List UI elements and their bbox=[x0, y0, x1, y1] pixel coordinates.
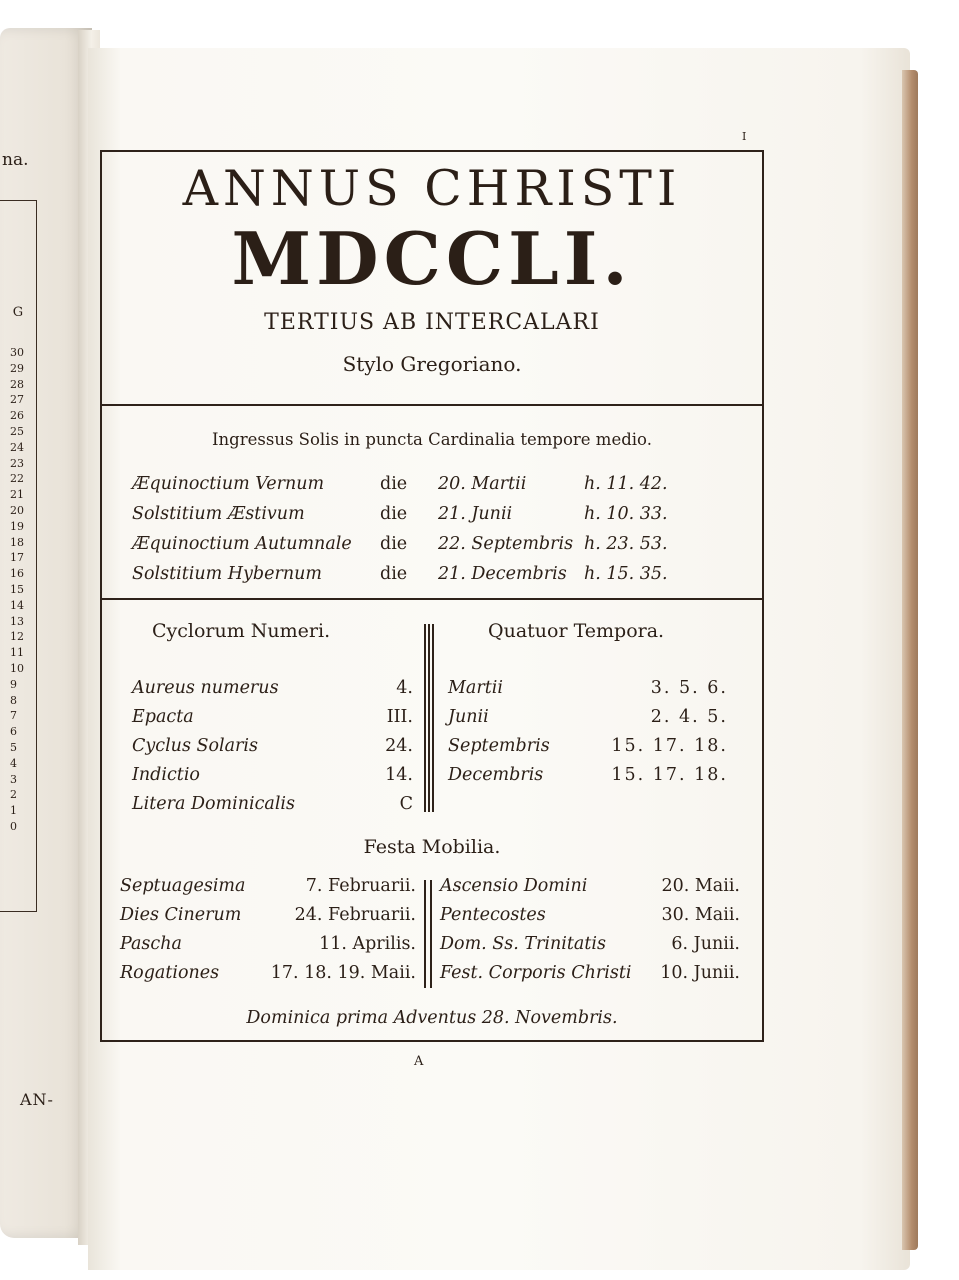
left-number: 3 bbox=[10, 772, 17, 786]
ingressus-name: Solstitium Hybernum bbox=[132, 564, 322, 584]
festa-date: 7. Februarii. bbox=[305, 876, 416, 896]
festa-date: 17. 18. 19. Maii. bbox=[270, 963, 416, 983]
festa-row bbox=[120, 905, 416, 931]
left-page-title-fragment: na. bbox=[2, 150, 29, 170]
ingressus-date: 20. Martii bbox=[438, 474, 527, 494]
left-number: 25 bbox=[10, 424, 24, 438]
cyclorum-label: Indictio bbox=[132, 765, 200, 785]
festa-row bbox=[440, 963, 740, 989]
cyclorum-value: 24. bbox=[385, 736, 413, 756]
cyclorum-label: Aureus numerus bbox=[132, 678, 279, 698]
festa-label: Rogationes bbox=[120, 963, 220, 983]
ingressus-die: die bbox=[380, 564, 408, 584]
festa-row bbox=[120, 934, 416, 960]
cyclorum-value: C bbox=[399, 794, 413, 814]
cyclorum-label: Cyclus Solaris bbox=[132, 736, 258, 756]
left-number: 17 bbox=[10, 551, 24, 565]
left-number: 22 bbox=[10, 472, 24, 486]
quatuor-values: 3. 5. 6. bbox=[650, 678, 728, 698]
festa-row bbox=[120, 876, 416, 902]
festa-date: 6. Junii. bbox=[671, 934, 740, 954]
left-number: 4 bbox=[10, 756, 17, 770]
dominica-line: Dominica prima Adventus 28. Novembris. bbox=[246, 1008, 618, 1028]
left-number: 15 bbox=[10, 582, 24, 596]
cyclorum-heading: Cyclorum Numeri. bbox=[152, 620, 331, 642]
ingressus-die: die bbox=[380, 474, 408, 494]
left-number: 1 bbox=[10, 804, 17, 818]
cyclorum-value: 14. bbox=[385, 765, 413, 785]
festa-label: Septuagesima bbox=[120, 876, 246, 896]
ingressus-hour: h. 10. 33. bbox=[584, 504, 668, 524]
left-column-header: G bbox=[12, 305, 24, 320]
left-number: 5 bbox=[10, 740, 17, 754]
ingressus-die: die bbox=[380, 504, 408, 524]
left-number: 30 bbox=[10, 346, 24, 359]
cyclorum-row bbox=[132, 707, 417, 733]
quatuor-label: Decembris bbox=[448, 765, 544, 785]
ingressus-hour: h. 23. 53. bbox=[584, 534, 668, 554]
left-number: 11 bbox=[10, 646, 24, 660]
quatuor-row bbox=[448, 678, 728, 704]
left-number: 20 bbox=[10, 503, 24, 517]
ornamental-column-divider bbox=[424, 880, 432, 988]
festa-label: Pentecostes bbox=[440, 905, 546, 925]
festa-date: 10. Junii. bbox=[660, 963, 740, 983]
quatuor-row bbox=[448, 707, 728, 733]
page-edges bbox=[902, 70, 918, 1250]
left-number: 0 bbox=[10, 819, 17, 833]
left-number: 7 bbox=[10, 709, 17, 723]
left-number: 13 bbox=[10, 614, 24, 628]
calendar-style: Stylo Gregoriano. bbox=[342, 352, 522, 376]
left-number: 19 bbox=[10, 519, 24, 533]
ingressus-name: Æquinoctium Vernum bbox=[132, 474, 325, 494]
ingressus-hour: h. 15. 35. bbox=[584, 564, 668, 584]
quatuor-row bbox=[448, 765, 728, 791]
quatuor-label: Junii bbox=[448, 707, 489, 727]
festa-row bbox=[440, 876, 740, 902]
quatuor-row bbox=[448, 736, 728, 762]
festa-label: Dom. Ss. Trinitatis bbox=[440, 934, 606, 954]
left-number: 8 bbox=[10, 693, 17, 707]
quatuor-label: Martii bbox=[448, 678, 503, 698]
cyclorum-row bbox=[132, 794, 417, 820]
left-number: 18 bbox=[10, 535, 24, 549]
left-number: 10 bbox=[10, 661, 24, 675]
page-title: ANNUS CHRISTI bbox=[182, 160, 682, 217]
ingressus-date: 21. Junii bbox=[438, 504, 513, 524]
page-mark: I bbox=[742, 130, 747, 143]
left-number: 27 bbox=[10, 393, 24, 407]
subtitle: TERTIUS AB INTERCALARI bbox=[264, 310, 600, 335]
left-number: 24 bbox=[10, 440, 24, 454]
left-number: 9 bbox=[10, 677, 17, 691]
festa-date: 11. Aprilis. bbox=[319, 934, 416, 954]
ingressus-name: Solstitium Æstivum bbox=[132, 504, 305, 524]
festa-date: 20. Maii. bbox=[661, 876, 740, 896]
left-number: 26 bbox=[10, 409, 24, 423]
cyclorum-row bbox=[132, 736, 417, 762]
left-number-column bbox=[10, 345, 36, 835]
section-divider bbox=[102, 598, 762, 600]
left-number: 2 bbox=[10, 788, 17, 802]
quatuor-heading: Quatuor Tempora. bbox=[488, 620, 665, 642]
ingressus-heading: Ingressus Solis in puncta Cardinalia tempore medio. bbox=[212, 430, 652, 449]
left-catchword: AN- bbox=[20, 1090, 54, 1109]
signature-mark: A bbox=[414, 1054, 424, 1069]
left-number: 29 bbox=[10, 361, 24, 375]
left-number: 6 bbox=[10, 725, 17, 739]
ornamental-column-divider bbox=[424, 624, 434, 812]
left-number: 12 bbox=[10, 630, 24, 644]
festa-label: Ascensio Domini bbox=[440, 876, 588, 896]
quatuor-values: 15. 17. 18. bbox=[611, 736, 728, 756]
almanac-frame bbox=[100, 150, 764, 1042]
cyclorum-value: 4. bbox=[396, 678, 413, 698]
left-number: 21 bbox=[10, 488, 24, 502]
festa-heading: Festa Mobilia. bbox=[363, 836, 501, 858]
festa-label: Pascha bbox=[120, 934, 182, 954]
ingressus-name: Æquinoctium Autumnale bbox=[132, 534, 352, 554]
left-number: 23 bbox=[10, 456, 24, 470]
cyclorum-row bbox=[132, 678, 417, 704]
quatuor-label: Septembris bbox=[448, 736, 550, 756]
ingressus-die: die bbox=[380, 534, 408, 554]
festa-date: 30. Maii. bbox=[661, 905, 740, 925]
left-number: 14 bbox=[10, 598, 24, 612]
year-numeral: MDCCLI. bbox=[231, 216, 633, 301]
festa-label: Dies Cinerum bbox=[120, 905, 242, 925]
cyclorum-row bbox=[132, 765, 417, 791]
cyclorum-label: Litera Dominicalis bbox=[132, 794, 296, 814]
cyclorum-label: Epacta bbox=[132, 707, 194, 727]
quatuor-values: 2. 4. 5. bbox=[650, 707, 728, 727]
festa-row bbox=[440, 934, 740, 960]
ingressus-hour: h. 11. 42. bbox=[584, 474, 668, 494]
left-number: 28 bbox=[10, 377, 24, 391]
quatuor-values: 15. 17. 18. bbox=[611, 765, 728, 785]
left-number: 16 bbox=[10, 567, 24, 581]
festa-date: 24. Februarii. bbox=[294, 905, 416, 925]
ingressus-date: 22. Septembris bbox=[438, 534, 574, 554]
festa-label: Fest. Corporis Christi bbox=[440, 963, 632, 983]
festa-row bbox=[120, 963, 416, 989]
ingressus-date: 21. Decembris bbox=[438, 564, 567, 584]
cyclorum-value: III. bbox=[386, 707, 413, 727]
section-divider bbox=[102, 404, 762, 406]
festa-row bbox=[440, 905, 740, 931]
